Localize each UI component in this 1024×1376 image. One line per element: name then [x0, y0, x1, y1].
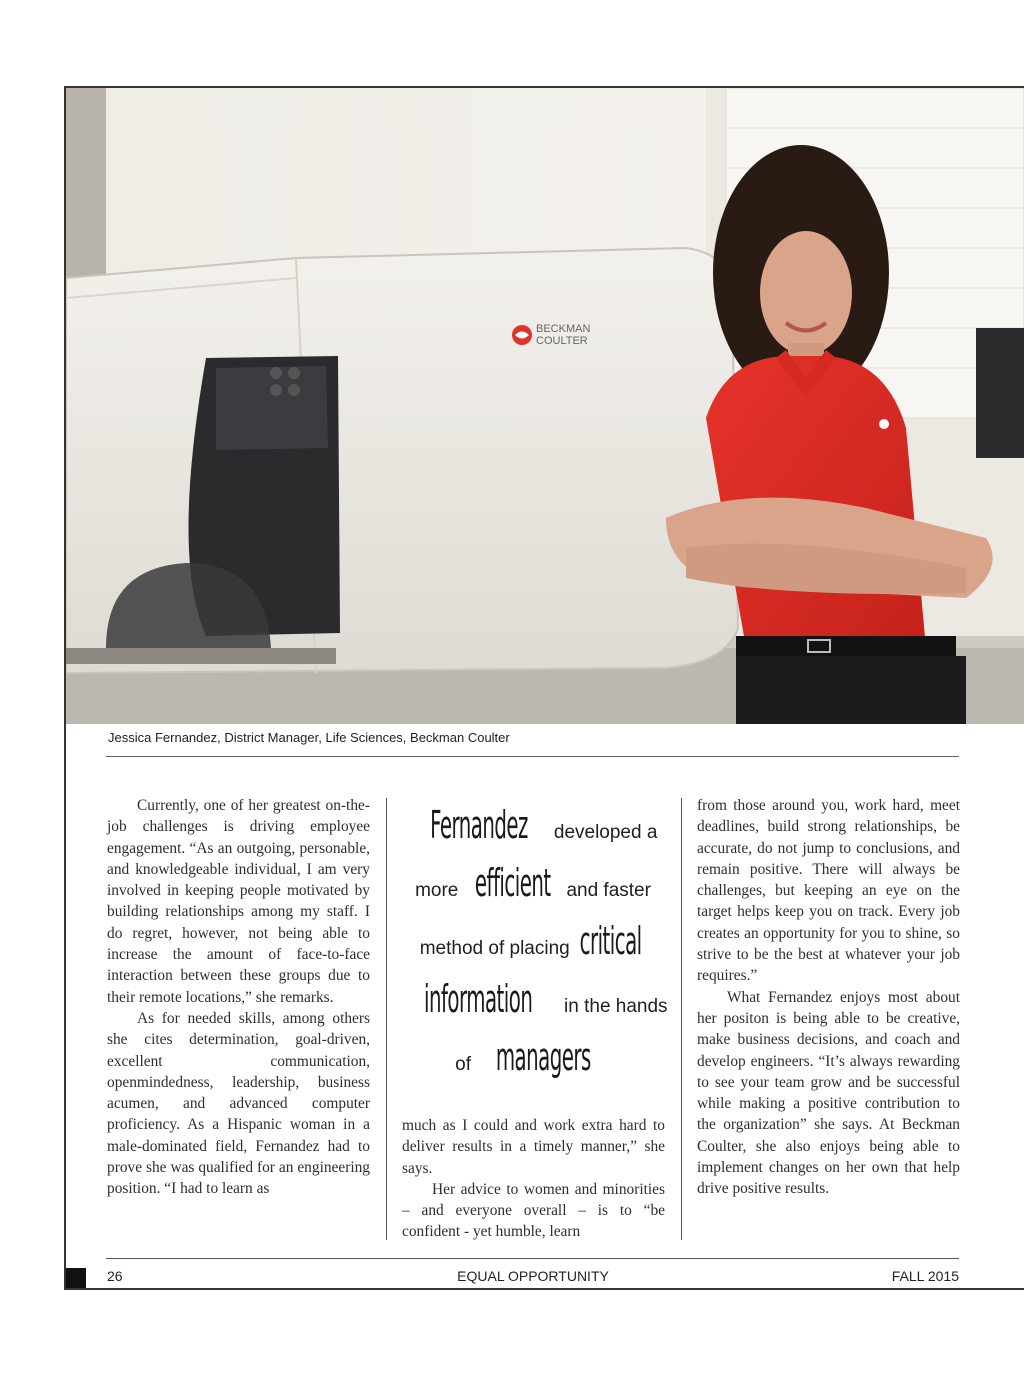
pull-quote-emphasis: efficient [474, 861, 551, 905]
logo-text-bottom: COULTER [536, 335, 588, 347]
column-divider-2 [681, 798, 682, 1240]
pull-quote-emphasis: managers [496, 1035, 592, 1079]
publication-name: EQUAL OPPORTUNITY [457, 1268, 609, 1284]
article-column-2 [402, 1115, 665, 1243]
pull-quote-text: in the hands [564, 996, 668, 1017]
pull-quote-emphasis: critical [579, 919, 642, 963]
pull-quote-emphasis: Fernandez [429, 803, 528, 847]
pull-quote-line [398, 974, 668, 1032]
column1-paragraph: Currently, one of her greatest on-the-job challenges is driving employee engagement. “As an outgoing, personable, and knowledgeable individual, I am very involved in keeping people motivated by building relationships among my staff. I do regret, however, not being able to increase the amount of face-to-face interaction between these groups due to their remote locations,” she remarks. [107, 797, 370, 1006]
caption-divider [106, 756, 959, 757]
column2-paragraph: Her advice to women and minorities – and everyone overall – is to “be confident - yet humble, learn [402, 1180, 665, 1241]
pull-quote-text: more [415, 880, 459, 901]
pull-quote-emphasis: information [424, 977, 533, 1021]
footer-divider [106, 1258, 959, 1259]
page-number: 26 [107, 1268, 123, 1284]
pull-quote-line [398, 858, 668, 916]
column1-paragraph: As for needed skills, among others she cites determination, goal-driven, excellent communication, openmindedness, leadership, business acumen, and advanced computer proficiency. As a Hispanic woman in a male-dominated field, Fernandez had to prove she was qualified for an engineering position. “I had to learn as [107, 1009, 370, 1198]
pull-quote-line [398, 1032, 668, 1090]
pull-quote-text: developed a [553, 822, 658, 843]
column2-paragraph: much as I could and work extra hard to deliver results in a timely manner,” she says. [402, 1117, 665, 1177]
pull-quote-line [398, 916, 668, 974]
article-column-3 [697, 795, 960, 1200]
pull-quote [398, 800, 668, 1090]
pull-quote-text: of [455, 1054, 471, 1075]
article-photo [66, 88, 1024, 724]
logo-text-top: BECKMAN [536, 323, 591, 335]
pull-quote-line [398, 800, 668, 858]
article-column-1 [107, 795, 370, 1200]
column3-paragraph: What Fernandez enjoys most about her positon is being able to be creative, make business decisions, and coach and develop engineers. “It’s always rewarding to see your team grow and be successful while making a positive contribution to the organization” she says. At Beckman Coulter, she also enjoys being able to implement changes on her own that help drive positive results. [697, 988, 960, 1198]
issue-date: FALL 2015 [891, 1268, 959, 1284]
column3-paragraph: from those around you, work hard, meet deadlines, build strong relationships, be accurate, do not jump to conclusions, and remain positive. There will always be challenges, but keeping an eye on the target helps keep you on track. Every job creates an opportunity for you to shine, so strive to be the best at whatever your job requires.” [697, 797, 960, 985]
photo-caption: Jessica Fernandez, District Manager, Life Sciences, Beckman Coulter [108, 730, 510, 745]
pull-quote-text: method of placing [419, 938, 570, 959]
column-divider-1 [386, 798, 387, 1240]
page-frame-bottom [64, 1288, 1024, 1290]
pull-quote-text: and faster [566, 880, 651, 901]
